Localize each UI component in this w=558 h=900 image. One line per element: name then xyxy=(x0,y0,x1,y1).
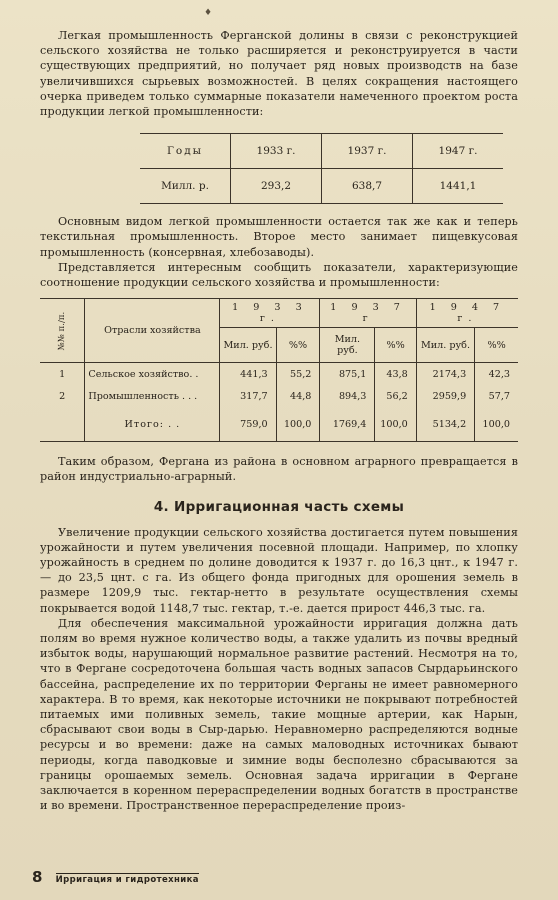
cell: 55,2 xyxy=(276,363,320,386)
table-row xyxy=(140,134,503,169)
cell: 2174,3 xyxy=(416,363,474,386)
paragraph-intro: Легкая промышленность Ферганской долины в связи с реконструкцией сельского хозяйства не только расширяется и реконструируется в части существующих предприятий, но получает ряд новых производств на базе увеличившихся сырьевых возможностей. В целях сокращения настоящего очерка приведем только суммарные показатели намеченного проектом роста продукции легкой промышленности: xyxy=(40,29,518,119)
paragraph-irrigation: Для обеспечения максимальной урожайности ирригация должна дать полям во время нужное количество воды, а также удалить из почвы вредный избыток воды, нарушающий нормальное развитие растений. Несмотря на то, что в Фергане сосредоточена большая часть водных запасов Сырдарьинского бассейна, распределение их по территории Ферганы не имеет равномерного характера. В то время, как некоторые источники не покрывают потребностей питаемых ими поливных земель, такие мощные артерии, как Нарын, сбрасывают свои воды в Сыр-дарью. Неравномерно распределяются водные ресурсы и во времени: даже на самых маловодных источниках бывают периоды, когда паводковые и зимние воды бесполезно сбрасываются за границы орошаемых земель. Основная задача ирригации в Фергане заключается в коренном перераспределении водных богатств в пространстве и во времени. Пространственное перераспределение произ- xyxy=(40,616,518,813)
table-row xyxy=(140,169,503,204)
row-number: 2 xyxy=(59,390,66,402)
page-number: 8 xyxy=(32,868,43,886)
total-label: Итого: . . xyxy=(85,407,220,442)
cell: 44,8 xyxy=(276,385,320,407)
column-header-number: №№ п./п. xyxy=(40,299,85,363)
cell: 759,0 xyxy=(220,407,276,442)
column-header-year: 1 9 3 3 г. xyxy=(220,299,320,328)
journal-title: Ирригация и гидротехника xyxy=(55,875,199,885)
cell: 5134,2 xyxy=(416,407,474,442)
column-header-mln: Мил. руб. xyxy=(320,328,375,363)
column-header-pct: %% xyxy=(475,328,518,363)
table-row xyxy=(40,363,518,386)
row-number: 1 xyxy=(59,368,66,380)
cell: 100,0 xyxy=(375,407,416,442)
cell: 56,2 xyxy=(375,385,416,407)
cell: 441,3 xyxy=(220,363,276,386)
value-cell: 638,7 xyxy=(322,169,413,204)
row-number xyxy=(40,407,85,442)
cell: 42,3 xyxy=(475,363,518,386)
column-header-pct: %% xyxy=(276,328,320,363)
cell: 875,1 xyxy=(320,363,375,386)
cell: 57,7 xyxy=(475,385,518,407)
column-header-year: 1 9 4 7 г. xyxy=(416,299,518,328)
row-name: Промышленность . . . xyxy=(85,385,220,407)
cell: 317,7 xyxy=(220,385,276,407)
printer-mark: ♦ xyxy=(204,8,213,18)
years-label: Годы xyxy=(140,134,231,169)
cell: 100,0 xyxy=(276,407,320,442)
column-header-pct: %% xyxy=(375,328,416,363)
value-cell: 293,2 xyxy=(231,169,322,204)
page-footer xyxy=(32,868,199,886)
row-name: Сельское хозяйство. . xyxy=(85,363,220,386)
paragraph-textile: Основным видом легкой промышленности остается так же как и теперь текстильная промышленность. Второе место занимает пищевкусовая промышленность (консервная, хлебозаводы). xyxy=(40,215,518,259)
paragraph-conclusion: Таким образом, Фергана из района в основном аграрного превращается в район индустриально-аграрный. xyxy=(40,455,518,484)
paragraph-yield: Увеличение продукции сельского хозяйства достигается путем повышения урожайности и путем увеличения посевной площади. Например, по хлопку урожайность в среднем по долине доводится к 1937 г. до 16,3 цнт., к 1947 г. — до 23,5 цнт. с га. Из общего фонда пригодных для орошения земель в размере 1209,9 тыс. гектар-нетто в результате осуществления схемы покрывается водой 1148,7 тыс. гектар, т.-е. дается прирост 446,3 тыс. га. xyxy=(40,525,518,615)
year-cell: 1947 г. xyxy=(413,134,504,169)
paragraph-ratio-intro: Представляется интересным сообщить показатели, характеризующие соотношение продукции сельского хозяйства и промышленности: xyxy=(40,260,518,290)
cell: 43,8 xyxy=(375,363,416,386)
cell: 100,0 xyxy=(475,407,518,442)
agriculture-industry-table xyxy=(40,298,518,442)
table-header-row xyxy=(40,299,518,328)
cell: 2959,9 xyxy=(416,385,474,407)
column-header-mln: Мил. руб. xyxy=(220,328,276,363)
light-industry-table xyxy=(140,133,503,204)
value-cell: 1441,1 xyxy=(413,169,504,204)
section-title: 4. Ирригационная часть схемы xyxy=(153,498,405,515)
column-header-mln: Мил. руб. xyxy=(416,328,474,363)
table-total-row xyxy=(40,407,518,442)
year-cell: 1937 г. xyxy=(322,134,413,169)
year-cell: 1933 г. xyxy=(231,134,322,169)
cell: 894,3 xyxy=(320,385,375,407)
cell: 1769,4 xyxy=(320,407,375,442)
table-row xyxy=(40,385,518,407)
column-header-year: 1 9 3 7 г xyxy=(320,299,416,328)
values-label: Милл. р. xyxy=(161,180,209,193)
column-header-branch: Отрасли хозяйства xyxy=(85,299,220,363)
